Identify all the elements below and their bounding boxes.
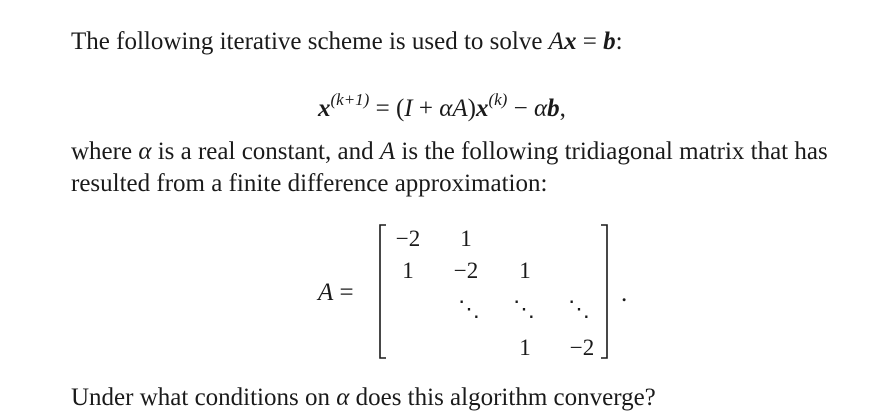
symbol-A: A xyxy=(548,28,564,55)
desc-A: A xyxy=(379,138,396,165)
colon: : xyxy=(615,28,623,55)
matrix-symbol-A: A xyxy=(318,279,334,306)
description-line-2 xyxy=(71,169,547,199)
matrix-cell-r2c1: 1 xyxy=(402,258,414,283)
matrix-cell-r2c3: 1 xyxy=(519,258,531,283)
eq-close-paren: ) xyxy=(467,95,476,122)
matrix-dots-2: ⋱ xyxy=(513,296,535,321)
question-text-b: does this algorithm converge? xyxy=(349,384,656,411)
matrix-brackets xyxy=(0,218,887,368)
left-bracket xyxy=(380,225,386,358)
matrix-display xyxy=(0,218,887,368)
eq-b: b xyxy=(547,95,560,122)
matrix-cell-last-c1: 1 xyxy=(519,335,531,360)
eq-sup-k: (k) xyxy=(488,90,508,109)
symbol-b: b xyxy=(603,28,616,55)
desc-text-b: is a real constant, and xyxy=(151,138,380,165)
description-line-1 xyxy=(71,137,828,167)
desc-alpha: α xyxy=(138,138,152,165)
question-text-a: Under what conditions on xyxy=(71,384,337,411)
matrix-cell-r1c2: 1 xyxy=(460,226,472,251)
eq-comma: , xyxy=(559,95,566,122)
eq-equals-open: = ( xyxy=(369,95,405,122)
matrix-equals: = xyxy=(333,279,354,306)
eq-alpha-1: α xyxy=(439,95,453,122)
matrix-dots-1: ⋱ xyxy=(458,296,480,321)
iteration-equation xyxy=(318,85,566,124)
matrix-cell-r2c2: −2 xyxy=(453,258,479,283)
desc-text-c: is the following tridiagonal matrix that has xyxy=(395,138,828,165)
question-alpha: α xyxy=(336,384,350,411)
desc-line2-text: resulted from a finite difference approximation: xyxy=(71,170,548,197)
eq-A: A xyxy=(452,95,468,122)
eq-x-next: x xyxy=(318,95,331,122)
equals-sign: = xyxy=(576,28,604,55)
matrix-dots-3: ⋱ xyxy=(568,296,590,321)
intro-text: The following iterative scheme is used to solve xyxy=(71,28,549,55)
symbol-x: x xyxy=(563,28,577,55)
matrix-cell-last-c2: −2 xyxy=(569,335,595,360)
desc-text-a: where xyxy=(71,138,139,165)
eq-alpha-2: α xyxy=(533,95,548,122)
eq-identity: I xyxy=(404,95,413,122)
matrix-cell-r1c1: −2 xyxy=(395,226,421,251)
eq-plus: + xyxy=(412,95,440,122)
eq-sup-next: (k+1) xyxy=(330,90,370,109)
eq-x-k: x xyxy=(475,95,489,122)
question-line xyxy=(71,383,656,413)
matrix-period: . xyxy=(621,280,628,307)
eq-minus: − xyxy=(507,95,534,122)
intro-line xyxy=(71,27,623,57)
